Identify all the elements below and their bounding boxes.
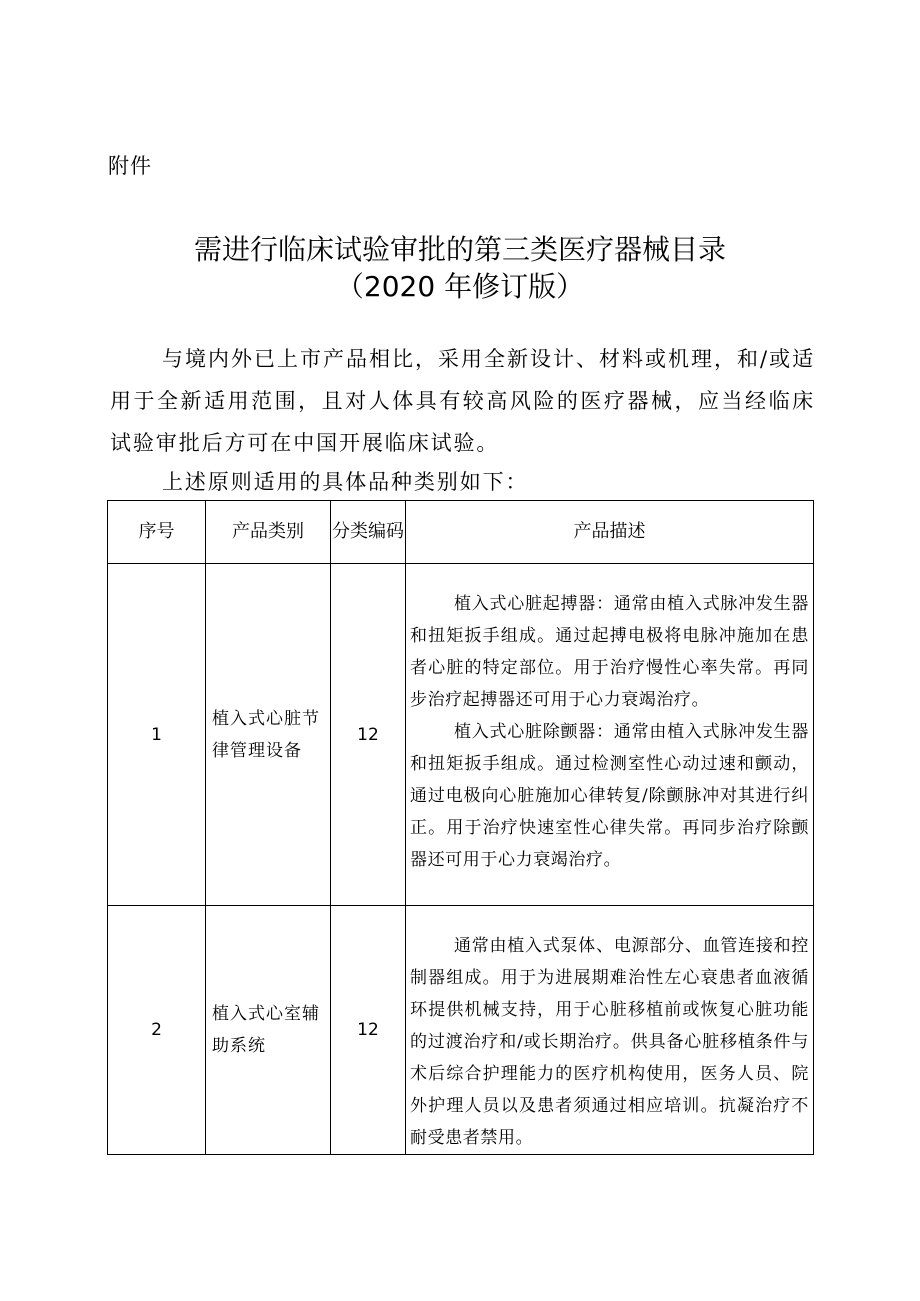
row-description — [406, 564, 814, 906]
description-paragraph: 植入式心脏起搏器：通常由植入式脉冲发生器和扭矩扳手组成。通过起搏电极将电脉冲施加在患者心脏的特定部位。用于治疗慢性心率失常。再同步治疗起搏器还可用于心力衰竭治疗。 — [410, 594, 809, 710]
row-num: 1 — [108, 564, 206, 906]
table-header-row — [108, 501, 814, 564]
description-paragraph: 通常由植入式泵体、电源部分、血管连接和控制器组成。用于为进展期难治性左心衰患者血液循环提供机械支持，用于心脏移植前或恢复心脏功能的过渡治疗和/或长期治疗。供具备心脏移植条件与术后综合护理能力的医疗机构使用，医务人员、院外护理人员以及患者须通过相应培训。抗凝治疗不耐受患者禁用。 — [410, 936, 809, 1148]
attachment-label: 附件 — [108, 154, 152, 178]
row-code: 12 — [331, 906, 406, 1155]
header-description: 产品描述 — [406, 501, 814, 564]
table-row — [108, 564, 814, 906]
header-num: 序号 — [108, 501, 206, 564]
document-title: 需进行临床试验审批的第三类医疗器械目录 — [193, 233, 726, 266]
row-num: 2 — [108, 906, 206, 1155]
header-category: 产品类别 — [206, 501, 331, 564]
row-category: 植入式心室辅助系统 — [206, 906, 331, 1155]
header-code: 分类编码 — [331, 501, 406, 564]
table-row — [108, 906, 814, 1155]
row-description — [406, 906, 814, 1155]
row-category: 植入式心脏节律管理设备 — [206, 564, 331, 906]
lead-sentence: 上述原则适用的具体品种类别如下： — [162, 470, 529, 494]
document-subtitle: （2020 年修订版） — [335, 270, 585, 303]
description-paragraph: 植入式心脏除颤器：通常由植入式脉冲发生器和扭矩扳手组成。通过检测室性心动过速和颤动，通过电极向心脏施加心律转复/除颤脉冲对其进行纠正。用于治疗快速室性心律失常。再同步治疗除颤器还可用于心力衰竭治疗。 — [410, 722, 809, 870]
device-catalog-table — [107, 500, 814, 1155]
row-code: 12 — [331, 564, 406, 906]
intro-paragraph: 与境内外已上市产品相比，采用全新设计、材料或机理，和/或适用于全新适用范围，且对人体具有较高风险的医疗器械，应当经临床试验审批后方可在中国开展临床试验。 — [110, 347, 815, 455]
